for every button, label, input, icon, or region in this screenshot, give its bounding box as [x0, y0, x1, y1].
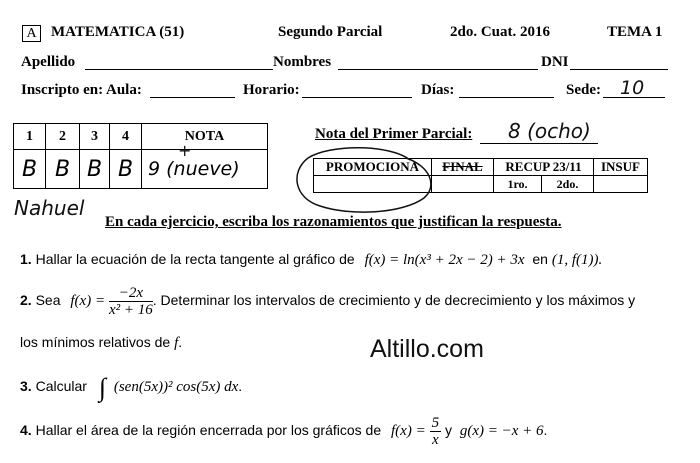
promo-cell-final: [432, 176, 494, 193]
tema-letter-box: [22, 25, 41, 42]
exercise-4: [20, 415, 547, 448]
exercise-2-line2-end: .: [178, 334, 183, 350]
primer-parcial-line: [480, 143, 598, 144]
dias-label: Días:: [421, 82, 455, 98]
student-signature: Nahuel: [14, 196, 85, 220]
exercise-4-fraction: [430, 415, 442, 448]
exercise-3-integrand: (sen(5x))² cos(5x) dx: [113, 379, 239, 395]
exercise-4-conj: y: [444, 422, 452, 439]
exercise-2: [20, 285, 635, 318]
grade-header-4: 4: [110, 124, 142, 150]
exercise-2-text: Sea: [35, 292, 61, 309]
exercise-3-integral: ∫: [98, 373, 106, 402]
exercise-4-number: 4.: [20, 422, 32, 439]
promo-cell-insuf: [594, 176, 648, 193]
exercise-2-line2-text: los mínimos relativos de: [20, 334, 171, 350]
grade-header-nota: NOTA: [142, 124, 268, 150]
exercise-4-g: g(x) = −x + 6: [459, 423, 544, 440]
dias-line: [459, 97, 554, 98]
exercise-1-suffix: en: [532, 251, 548, 267]
grade-value-4: B: [110, 150, 142, 189]
exercise-1-text: Hallar la ecuación de la recta tangente al gráfico de: [35, 251, 355, 267]
subject-title: MATEMATICA (51): [51, 24, 185, 40]
primer-parcial-label: Nota del Primer Parcial:: [315, 126, 473, 142]
tema-label: TEMA 1: [607, 24, 663, 40]
exercise-2-rest: . Determinar los intervalos de crecimiento y de decrecimiento y los máximos y: [152, 292, 636, 309]
instructions: En cada ejercicio, escriba los razonamientos que justifican la respuesta.: [105, 214, 562, 230]
nombres-line: [338, 69, 538, 70]
exercise-4-f-lhs: f(x) =: [391, 423, 426, 440]
watermark: Altillo.com: [370, 335, 484, 363]
nombres-label: Nombres: [273, 54, 332, 70]
exercise-2-line2: [20, 334, 182, 352]
grade-value-2: B: [46, 150, 80, 189]
exercise-2-func-lhs: f(x) =: [70, 293, 106, 310]
grades-table: [13, 123, 268, 189]
exercise-2-numerator: −2x: [109, 285, 153, 302]
exercise-1: [20, 251, 602, 269]
dni-line: [570, 69, 668, 70]
grade-value-3: B: [80, 150, 110, 189]
exercise-4-end: .: [543, 422, 548, 439]
exercise-4-text: Hallar el área de la región encerrada por los gráficos de: [35, 422, 382, 439]
exercise-2-denominator: x² + 16: [108, 302, 153, 318]
exercise-2-number: 2.: [20, 292, 32, 309]
grade-value-1: B: [14, 150, 46, 189]
promo-sub-1ro: 1ro.: [494, 176, 542, 193]
exercise-1-number: 1.: [20, 251, 32, 267]
exercise-3-end: .: [238, 378, 243, 394]
exercise-2-line2-var: f: [174, 335, 179, 351]
dni-label: DNI: [541, 54, 569, 70]
exercise-3-number: 3.: [20, 378, 32, 394]
promo-sub-2do: 2do.: [542, 176, 594, 193]
grade-header-1: 1: [14, 124, 46, 150]
grade-header-3: 3: [80, 124, 110, 150]
exercise-3: [20, 373, 242, 403]
exercise-1-point: (1, f(1)).: [551, 252, 603, 268]
apellido-line: [85, 69, 273, 70]
promo-header-promociona: PROMOCIONA: [314, 159, 432, 176]
horario-label: Horario:: [243, 82, 300, 98]
primer-parcial-value: 8 (ocho): [508, 119, 591, 143]
promo-header-insuf: INSUF: [594, 159, 648, 176]
exercise-2-fraction: [109, 285, 153, 318]
period: 2do. Cuat. 2016: [450, 24, 551, 40]
exercise-1-formula: f(x) = ln(x³ + 2x − 2) + 3x: [364, 252, 525, 268]
apellido-label: Apellido: [21, 54, 76, 70]
nota-plus-mark: +: [178, 141, 192, 160]
aula-line: [150, 97, 235, 98]
sede-handwritten: 10: [620, 77, 645, 99]
promo-header-final: FINAL: [432, 159, 494, 176]
exam-title: Segundo Parcial: [278, 24, 383, 40]
exercise-4-numerator: 5: [431, 415, 440, 431]
tema-letter: A: [26, 26, 37, 41]
sede-label: Sede:: [566, 82, 601, 98]
exercise-4-denominator: x: [431, 432, 439, 448]
exercise-3-text: Calcular: [35, 378, 87, 394]
inscripto-label: Inscripto en: Aula:: [21, 82, 142, 98]
horario-line: [302, 97, 412, 98]
promociona-circle-mark: [290, 140, 440, 220]
promo-header-recup: RECUP 23/11: [494, 159, 594, 176]
nota-value: 9 (nueve): [142, 150, 268, 189]
grade-header-2: 2: [46, 124, 80, 150]
